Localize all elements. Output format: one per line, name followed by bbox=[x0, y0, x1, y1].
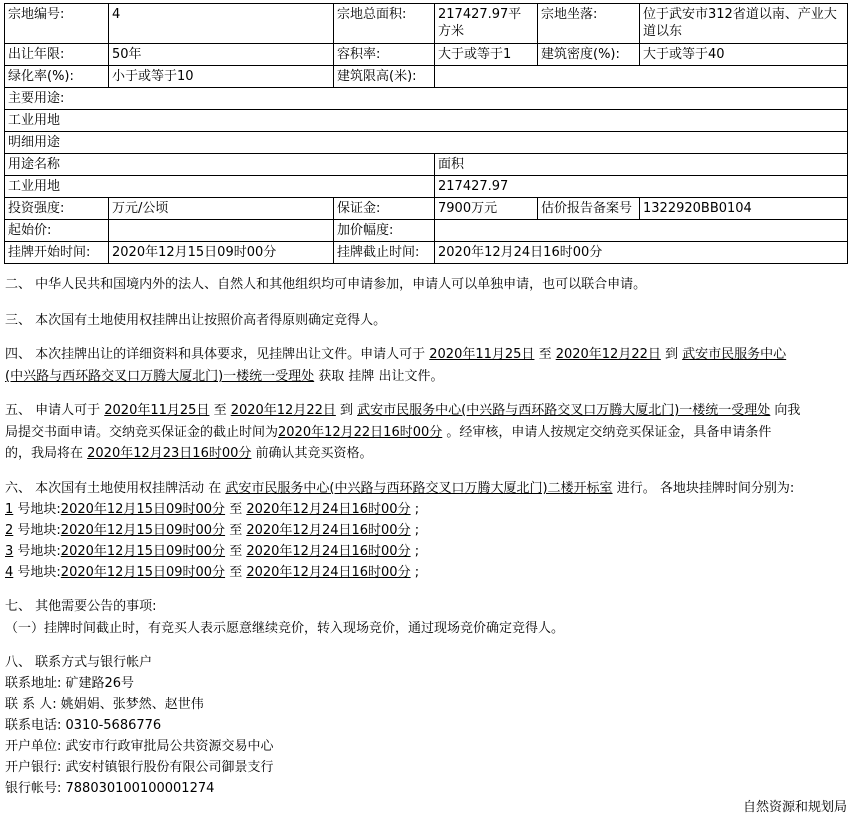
listing-start-label: 挂牌开始时间: bbox=[5, 242, 109, 264]
place-link: 武安市民服务中心 bbox=[682, 347, 787, 362]
total-area-label: 宗地总面积: bbox=[334, 4, 435, 44]
listing-end-label: 挂牌截止时间: bbox=[334, 242, 435, 264]
parcel-no: 4 bbox=[109, 4, 334, 44]
green-label: 绿化率(%): bbox=[5, 66, 109, 88]
place-link: 武安市民服务中心(中兴路与西环路交叉口万腾大厦北门)二楼开标室 bbox=[225, 481, 613, 496]
parcel-no-label: 宗地编号: bbox=[5, 4, 109, 44]
place-link: 武安市民服务中心(中兴路与西环路交叉口万腾大厦北门)一楼统一受理处 bbox=[357, 403, 771, 418]
section-4: 四、 本次挂牌出让的详细资料和具体要求，见挂牌出让文件。申请人可于 2020年11月25日 至 2020年12月22日 到 武安市民服务中心 bbox=[5, 347, 787, 362]
lot-row: 2 号地块:2020年12月15日09时00分 至 2020年12月24日16时00分 ; bbox=[5, 523, 420, 538]
section-4-line-2: (中兴路与西环路交叉口万腾大厦北门)一楼统一受理处 获取 挂牌 出让文件。 bbox=[5, 369, 444, 384]
green: 小于或等于10 bbox=[109, 66, 334, 88]
lot-row: 4 号地块:2020年12月15日09时00分 至 2020年12月24日16时00分 ; bbox=[5, 565, 420, 580]
date-link: 2020年11月25日 bbox=[104, 403, 210, 418]
increment bbox=[435, 220, 848, 242]
section-8-title: 八、 联系方式与银行帐户 bbox=[5, 655, 153, 670]
deposit-label: 保证金: bbox=[334, 198, 435, 220]
signature: 自然资源和规划局 bbox=[742, 800, 847, 815]
place-link: (中兴路与西环路交叉口万腾大厦北门)一楼统一受理处 bbox=[5, 369, 315, 384]
height bbox=[435, 66, 848, 88]
far: 大于或等于1 bbox=[435, 44, 538, 66]
term: 50年 bbox=[109, 44, 334, 66]
main-use: 工业用地 bbox=[5, 110, 848, 132]
account-bank: 开户银行: 武安村镇银行股份有限公司御景支行 bbox=[5, 760, 274, 775]
invest-label: 投资强度: bbox=[5, 198, 109, 220]
start-price bbox=[109, 220, 334, 242]
use-name-label: 用途名称 bbox=[5, 154, 435, 176]
section-5-line-3: 的，我局将在 2020年12月23日16时00分 前确认其竞买资格。 bbox=[5, 446, 373, 461]
start-price-label: 起始价: bbox=[5, 220, 109, 242]
section-7-title: 七、 其他需要公告的事项: bbox=[5, 599, 157, 614]
height-label: 建筑限高(米): bbox=[334, 66, 435, 88]
section-7-item-1: （一）挂牌时间截止时，有竞买人表示愿意继续竞价，转入现场竞价，通过现场竞价确定竞得人。 bbox=[5, 621, 565, 636]
section-5-line-2: 局提交书面申请。交纳竞买保证金的截止时间为2020年12月22日16时00分 。经审核，申请人按规定交纳竞买保证金，具备申请条件 bbox=[5, 425, 772, 440]
increment-label: 加价幅度: bbox=[334, 220, 435, 242]
listing-start: 2020年12月15日09时00分 bbox=[109, 242, 334, 264]
account-unit: 开户单位: 武安市行政审批局公共资源交易中心 bbox=[5, 739, 274, 754]
detail-use-label: 明细用途 bbox=[5, 132, 848, 154]
use-area: 217427.97 bbox=[435, 176, 848, 198]
location-label: 宗地坐落: bbox=[538, 4, 640, 44]
invest: 万元/公顷 bbox=[109, 198, 334, 220]
listing-end: 2020年12月24日16时00分 bbox=[435, 242, 848, 264]
main-use-label: 主要用途: bbox=[5, 88, 848, 110]
use-name: 工业用地 bbox=[5, 176, 435, 198]
location: 位于武安市312省道以南、产业大道以东 bbox=[640, 4, 848, 44]
total-area: 217427.97平方米 bbox=[435, 4, 538, 44]
report: 1322920BB0104 bbox=[640, 198, 848, 220]
date-link: 2020年12月22日 bbox=[555, 347, 661, 362]
deposit: 7900万元 bbox=[435, 198, 538, 220]
report-label: 估价报告备案号 bbox=[538, 198, 640, 220]
contact-person: 联 系 人: 姚娟娟、张梦然、赵世伟 bbox=[5, 697, 204, 712]
term-label: 出让年限: bbox=[5, 44, 109, 66]
date-link: 2020年12月22日 bbox=[230, 403, 336, 418]
contact-address: 联系地址: 矿建路26号 bbox=[5, 676, 135, 691]
density: 大于或等于40 bbox=[640, 44, 848, 66]
confirm-date-link: 2020年12月23日16时00分 bbox=[87, 446, 252, 461]
area-label: 面积 bbox=[435, 154, 848, 176]
far-label: 容积率: bbox=[334, 44, 435, 66]
section-3: 三、 本次国有土地使用权挂牌出让按照价高者得原则确定竞得人。 bbox=[5, 313, 387, 328]
date-link: 2020年11月25日 bbox=[429, 347, 535, 362]
land-parcel-table bbox=[4, 3, 848, 264]
lot-row: 3 号地块:2020年12月15日09时00分 至 2020年12月24日16时00分 ; bbox=[5, 544, 420, 559]
deadline-link: 2020年12月22日16时00分 bbox=[278, 425, 443, 440]
lot-row: 1 号地块:2020年12月15日09时00分 至 2020年12月24日16时00分 ; bbox=[5, 502, 420, 517]
density-label: 建筑密度(%): bbox=[538, 44, 640, 66]
section-2: 二、 中华人民共和国境内外的法人、自然人和其他组织均可申请参加，申请人可以单独申请，也可以联合申请。 bbox=[5, 277, 647, 292]
account-number: 银行帐号: 788030100100001274 bbox=[5, 781, 215, 796]
contact-phone: 联系电话: 0310-5686776 bbox=[5, 718, 162, 733]
section-6: 六、 本次国有土地使用权挂牌活动 在 武安市民服务中心(中兴路与西环路交叉口万腾大厦北门)二楼开标室 进行。 各地块挂牌时间分别为: bbox=[5, 481, 795, 496]
section-5: 五、 申请人可于 2020年11月25日 至 2020年12月22日 到 武安市民服务中心(中兴路与西环路交叉口万腾大厦北门)一楼统一受理处 向我 bbox=[5, 403, 801, 418]
